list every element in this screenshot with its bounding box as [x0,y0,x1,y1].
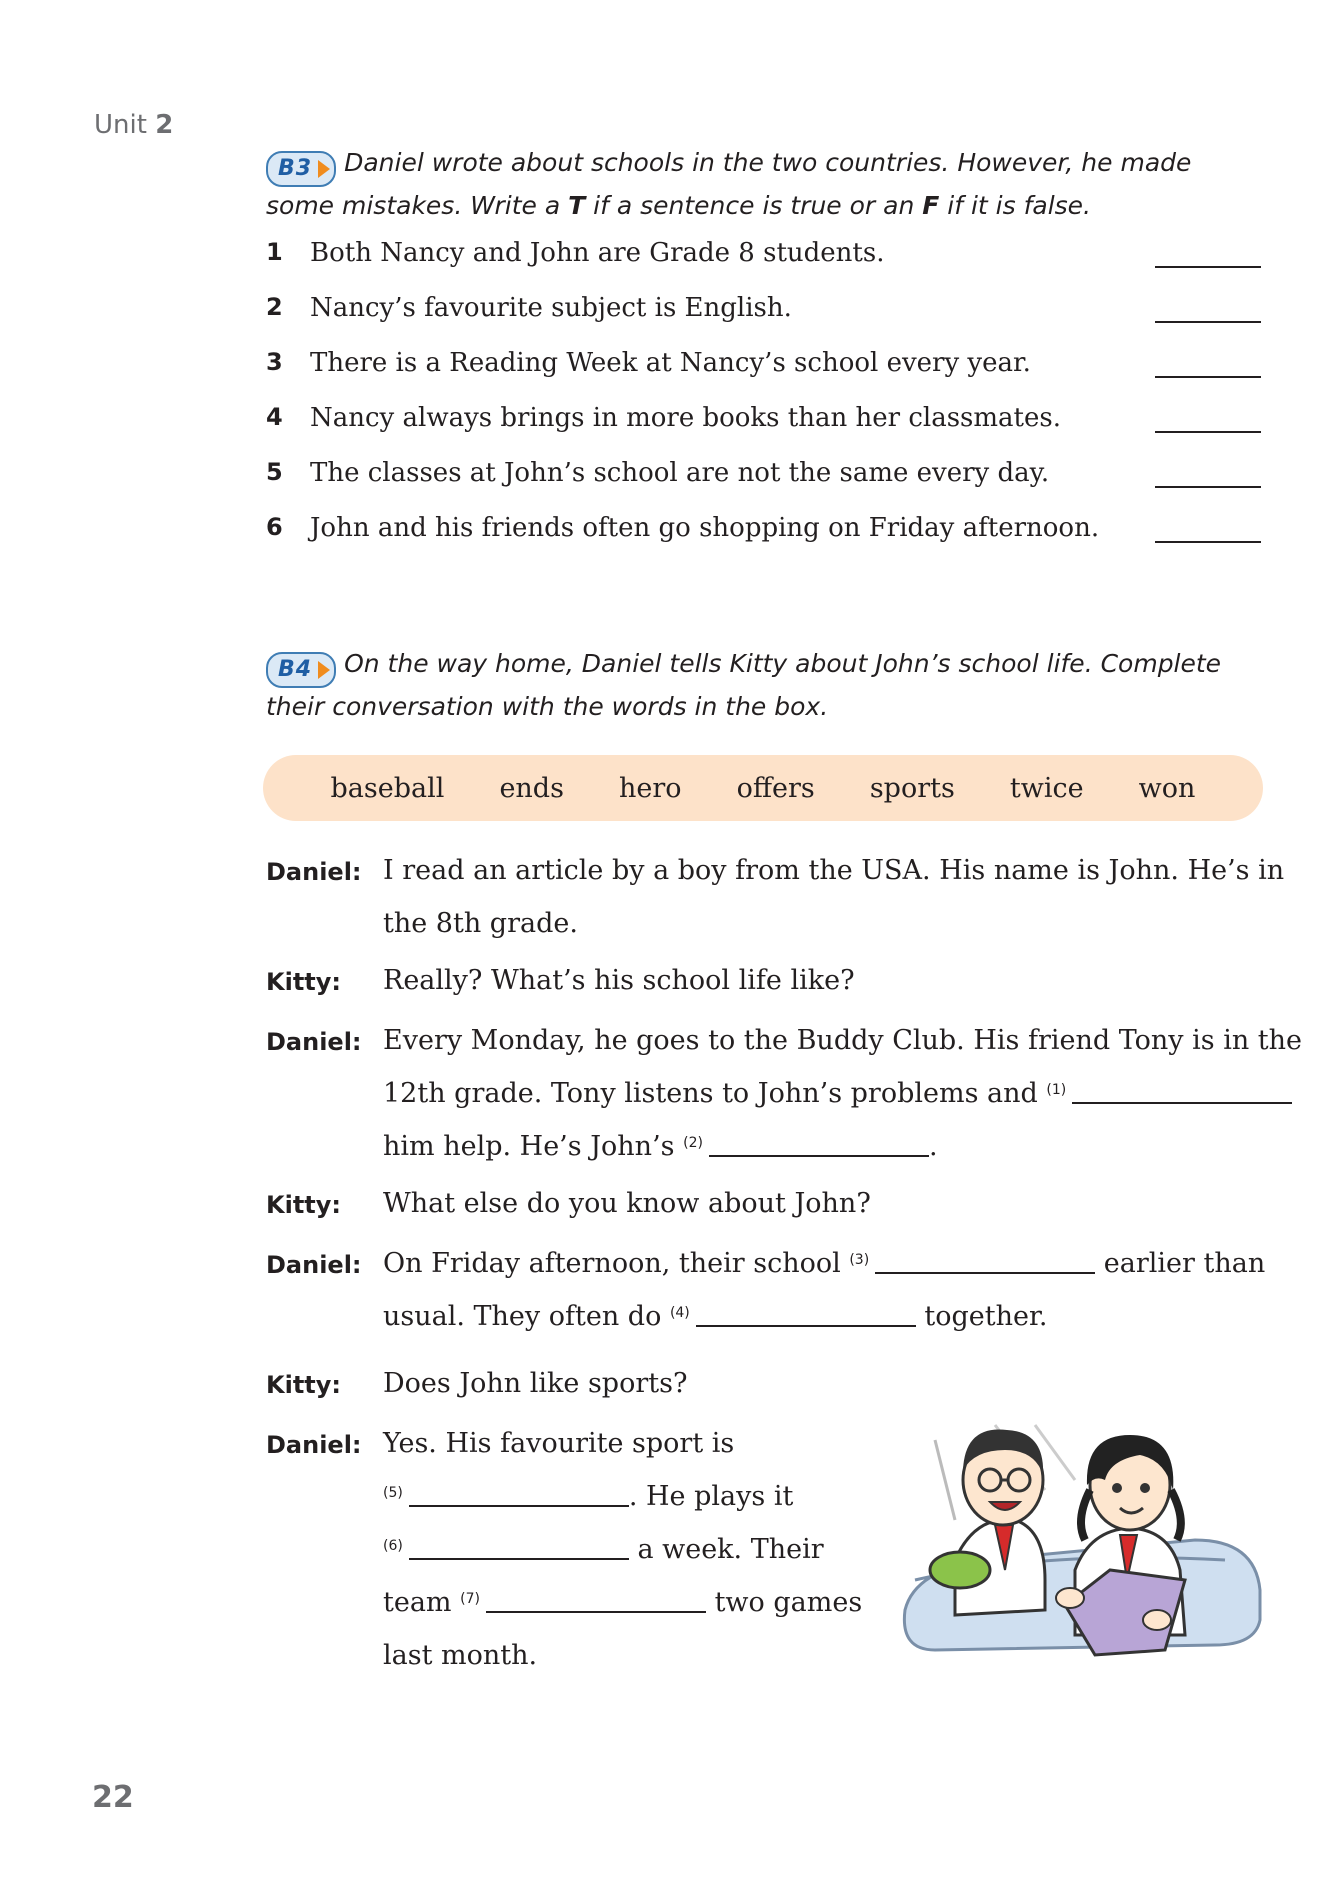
word-item: ends [499,772,564,804]
speaker-label: Kitty: [266,968,342,996]
answer-blank[interactable] [1155,376,1261,378]
dialogue-line: I read an article by a boy from the USA. His name is John. He’s in [383,855,1285,886]
answer-blank[interactable] [1155,486,1261,488]
blank-marker: (4) [669,1305,690,1321]
fill-blank[interactable] [709,1133,929,1157]
dialogue-line: Yes. His favourite sport is [383,1428,735,1459]
fill-blank[interactable] [696,1303,916,1327]
students-on-bus-illustration [895,1420,1265,1660]
play-icon [318,661,330,679]
speaker-label: Daniel: [266,1028,362,1056]
answer-blank[interactable] [1155,266,1261,268]
dialogue-line: 12th grade. Tony listens to John’s problems and $^{(1)}$ [383,1078,1292,1109]
tf-item: 3 There is a Reading Week at Nancy’s school every year. [266,348,1261,388]
fill-blank[interactable] [875,1250,1095,1274]
blank-marker: (5) [383,1485,403,1501]
answer-blank[interactable] [1155,541,1261,543]
dialogue-line: him help. He’s John’s $^{(2)}$ . [383,1131,938,1162]
word-item: twice [1009,772,1084,804]
b4-instruction: B4 On the way home, Daniel tells Kitty about John’s school life. Complete their conversation with the words in the box. [266,649,1222,721]
word-item: sports [869,772,955,804]
dialogue-line: last month. [383,1640,538,1671]
fill-blank[interactable] [409,1536,629,1560]
fill-blank[interactable] [486,1589,706,1613]
b4-badge: B4 [266,652,336,688]
word-item: won [1138,772,1196,804]
word-item: hero [619,772,682,804]
blank-marker: (1) [1046,1082,1067,1098]
fill-blank[interactable] [409,1483,629,1507]
answer-blank[interactable] [1155,321,1261,323]
dialogue-line: What else do you know about John? [383,1188,871,1219]
speaker-label: Daniel: [266,858,362,886]
word-item: offers [736,772,815,804]
dialogue-line: usual. They often do $^{(4)}$ together. [383,1301,1048,1332]
dialogue-line: the 8th grade. [383,908,578,939]
blank-marker: (3) [849,1252,870,1268]
unit-header [94,110,173,140]
answer-blank[interactable] [1155,431,1261,433]
dialogue-line: Every Monday, he goes to the Buddy Club. His friend Tony is in the [383,1025,1303,1056]
unit-number: 2 [155,110,174,140]
dialogue-line: $^{(5)}$ . He plays it [383,1481,794,1512]
word-item: baseball [330,772,445,804]
speaker-label: Kitty: [266,1191,342,1219]
tf-item: 2 Nancy’s favourite subject is English. [266,293,1261,333]
blank-marker: (2) [683,1135,703,1151]
dialogue-line: On Friday afternoon, their school $^{(3)}$ earlier than [383,1248,1266,1279]
b3-badge: B3 [266,151,336,187]
fill-blank[interactable] [1072,1080,1292,1104]
dialogue-line: $^{(6)}$ a week. Their [383,1534,824,1565]
word-box [263,755,1263,821]
blank-marker: (7) [460,1591,480,1607]
unit-label: Unit [94,110,147,140]
dialogue-line: Does John like sports? [383,1368,688,1399]
tf-item: 4 Nancy always brings in more books than her classmates. [266,403,1261,443]
page-number: 22 [92,1780,134,1815]
speaker-label: Daniel: [266,1251,362,1279]
speaker-label: Daniel: [266,1431,362,1459]
play-icon [318,160,330,178]
tf-item: 1 Both Nancy and John are Grade 8 students. [266,238,1261,278]
dialogue-line: Really? What’s his school life like? [383,965,855,996]
dialogue-line: team $^{(7)}$ two games [383,1587,863,1618]
tf-item: 5 The classes at John’s school are not the same every day. [266,458,1261,498]
b3-instruction: B3 Daniel wrote about schools in the two countries. However, he made some mistakes. Write a T if a sentence is true or an F if it is false. [266,148,1192,220]
tf-item: 6 John and his friends often go shopping on Friday afternoon. [266,513,1261,553]
speaker-label: Kitty: [266,1371,342,1399]
blank-marker: (6) [383,1538,403,1554]
